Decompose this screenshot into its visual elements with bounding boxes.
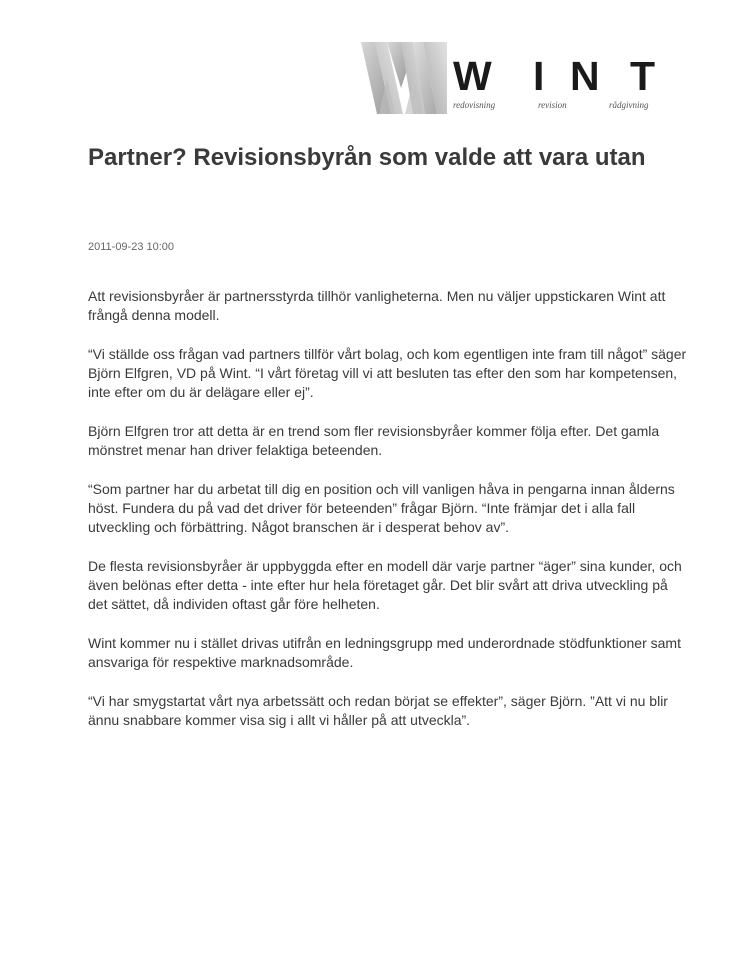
article-title: Partner? Revisionsbyrån som valde att vara utan bbox=[88, 144, 646, 171]
wint-logo-mark-icon bbox=[361, 42, 447, 114]
article-paragraph: “Som partner har du arbetat till dig en position och vill vanligen håva in pengarna innan ålderns höst. Fundera du på vad det driver för beteenden” frågar Björn. “Inte främjar det i alla fall utveckling och förbättring. Något branschen är i desperat behov av”. bbox=[88, 481, 675, 535]
wint-logo bbox=[361, 42, 661, 114]
wordmark-letter: T bbox=[630, 53, 656, 99]
article-paragraph: “Vi ställde oss frågan vad partners tillför vårt bolag, och kom egentligen inte fram till något” säger Björn Elfgren, VD på Wint. “I vårt företag vill vi att besluten tas efter den som har kompetensen, inte efter om du är delägare eller ej”. bbox=[88, 346, 687, 400]
article-date: 2011-09-23 10:00 bbox=[88, 241, 175, 253]
article-body bbox=[88, 287, 688, 750]
wordmark-letter: I bbox=[533, 53, 545, 99]
article-paragraph: De flesta revisionsbyråer är uppbyggda efter en modell där varje partner “äger” sina kunder, och även belönas efter detta - inte efter hur hela företaget går. Det blir svårt att driva utveckling på det sättet, då individen oftast går före helheten. bbox=[88, 558, 682, 612]
logo-tagline: rådgivning bbox=[609, 100, 649, 110]
article-paragraph: Wint kommer nu i stället drivas utifrån en ledningsgrupp med underordnade stödfunktioner samt ansvariga för respektive marknadsområde. bbox=[88, 635, 681, 670]
logo-tagline: revision bbox=[538, 100, 567, 110]
wint-wordmark bbox=[453, 53, 661, 99]
wordmark-letter: N bbox=[570, 53, 600, 99]
wordmark-letter: W bbox=[453, 53, 492, 99]
article-paragraph: Att revisionsbyråer är partnersstyrda tillhör vanligheterna. Men nu väljer uppstickaren Wint att frångå denna modell. bbox=[88, 288, 666, 323]
logo-tagline: redovisning bbox=[453, 100, 496, 110]
article-paragraph: Björn Elfgren tror att detta är en trend som fler revisionsbyråer kommer följa efter. Det gamla mönstret menar han driver felaktiga beteenden. bbox=[88, 423, 660, 458]
article-paragraph: “Vi har smygstartat vårt nya arbetssätt och redan börjat se effekter”, säger Björn. ”Att vi nu blir ännu snabbare kommer visa sig i allt vi håller på att utveckla”. bbox=[88, 693, 668, 728]
